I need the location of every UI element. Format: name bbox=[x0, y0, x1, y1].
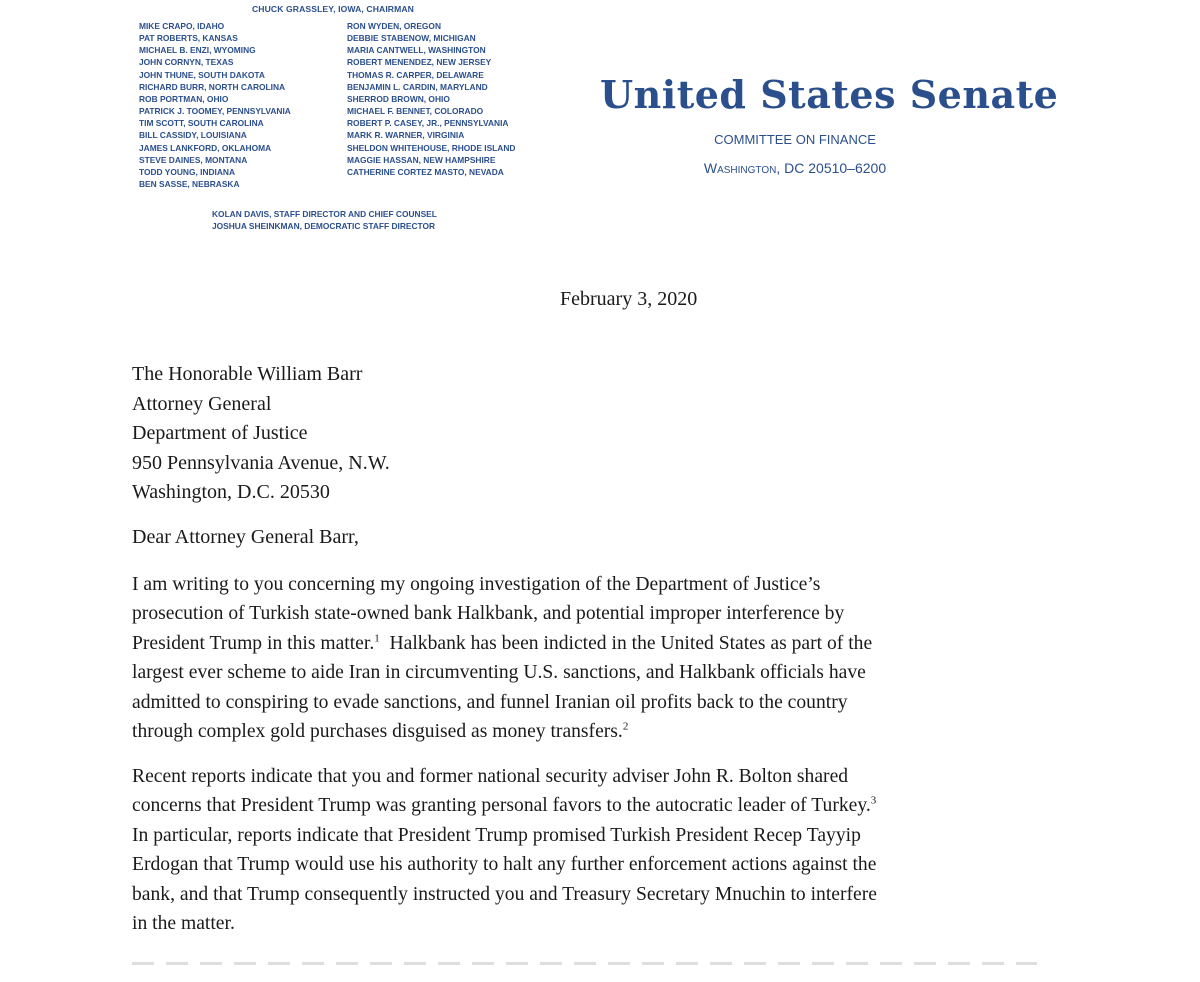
senate-title: United States Senate bbox=[600, 72, 1059, 117]
paragraph-line: prosecution of Turkish state-owned bank Halkbank, and potential improper interference by bbox=[132, 603, 845, 625]
member-name: ROBERT P. CASEY, JR., PENNSYLVANIA bbox=[347, 118, 509, 129]
member-name: SHERROD BROWN, OHIO bbox=[347, 93, 450, 104]
member-name: CATHERINE CORTEZ MASTO, NEVADA bbox=[347, 166, 504, 177]
member-name: MARIA CANTWELL, WASHINGTON bbox=[347, 45, 486, 56]
member-name: BENJAMIN L. CARDIN, MARYLAND bbox=[347, 81, 488, 92]
paragraph-line: In particular, reports indicate that President Trump promised Turkish President Recep Tayyip bbox=[132, 824, 861, 846]
member-name: TIM SCOTT, SOUTH CAROLINA bbox=[139, 118, 264, 129]
member-name: BEN SASSE, NEBRASKA bbox=[139, 179, 240, 190]
member-name: THOMAS R. CARPER, DELAWARE bbox=[347, 69, 484, 80]
member-name: JOHN THUNE, SOUTH DAKOTA bbox=[139, 69, 265, 80]
paragraph-line bbox=[132, 791, 877, 820]
member-name: BILL CASSIDY, LOUISIANA bbox=[139, 130, 247, 141]
committee-name: COMMITTEE ON FINANCE bbox=[714, 132, 876, 147]
member-name: JAMES LANKFORD, OKLAHOMA bbox=[139, 142, 272, 153]
paragraph-text: concerns that President Trump was granting personal favors to the autocratic leader of Turkey. bbox=[132, 795, 871, 817]
paragraph-line: in the matter. bbox=[132, 913, 235, 935]
footnote-ref-2: 2 bbox=[622, 720, 629, 733]
footnote-ref-3: 3 bbox=[870, 794, 877, 807]
paragraph-text: through complex gold purchases disguised as money transfers. bbox=[132, 721, 623, 743]
member-name: SHELDON WHITEHOUSE, RHODE ISLAND bbox=[347, 142, 516, 153]
cropped-text-line bbox=[132, 962, 1037, 965]
member-name: MAGGIE HASSAN, NEW HAMPSHIRE bbox=[347, 154, 496, 165]
member-name: ROB PORTMAN, OHIO bbox=[139, 93, 229, 104]
member-name: RON WYDEN, OREGON bbox=[347, 21, 441, 31]
committee-address: Washington, DC 20510–6200 bbox=[703, 160, 887, 176]
member-name: PAT ROBERTS, KANSAS bbox=[139, 33, 238, 44]
staff-line: KOLAN DAVIS, STAFF DIRECTOR AND CHIEF COUNSEL bbox=[212, 209, 437, 219]
salutation: Dear Attorney General Barr, bbox=[132, 526, 359, 548]
letter-date: February 3, 2020 bbox=[560, 288, 698, 310]
paragraph-line: bank, and that Trump consequently instructed you and Treasury Secretary Mnuchin to interfere bbox=[132, 883, 877, 905]
paragraph-line: Recent reports indicate that you and former national security adviser John R. Bolton shared bbox=[132, 766, 849, 787]
recipient-line: Attorney General bbox=[132, 392, 272, 415]
member-name: PATRICK J. TOOMEY, PENNSYLVANIA bbox=[139, 106, 291, 117]
paragraph-line: admitted to conspiring to evade sanctions, and funnel Iranian oil profits back to the country bbox=[132, 691, 848, 713]
paragraph-text: Halkbank has been indicted in the United States as part of the bbox=[379, 632, 873, 654]
member-name: JOHN CORNYN, TEXAS bbox=[139, 57, 234, 68]
paragraph-text: President Trump in this matter. bbox=[132, 632, 375, 654]
member-name: MICHAEL B. ENZI, WYOMING bbox=[139, 45, 256, 56]
member-name: MIKE CRAPO, IDAHO bbox=[139, 21, 225, 31]
member-name: DEBBIE STABENOW, MICHIGAN bbox=[347, 33, 476, 44]
paragraph-line bbox=[132, 717, 872, 746]
staff-directors bbox=[212, 208, 437, 232]
staff-line: JOSHUA SHEINKMAN, DEMOCRATIC STAFF DIRECTOR bbox=[212, 221, 436, 232]
body-paragraph-1 bbox=[132, 570, 872, 746]
paragraph-line: I am writing to you concerning my ongoing investigation of the Department of Justice’s bbox=[132, 574, 821, 595]
chairman-line: CHUCK GRASSLEY, IOWA, CHAIRMAN bbox=[252, 4, 414, 14]
democratic-members-column bbox=[347, 20, 515, 178]
recipient-line: Washington, D.C. 20530 bbox=[132, 481, 330, 503]
recipient-line: 950 Pennsylvania Avenue, N.W. bbox=[132, 451, 390, 474]
recipient-line: The Honorable William Barr bbox=[132, 363, 363, 385]
member-name: MARK R. WARNER, VIRGINIA bbox=[347, 130, 465, 141]
republican-members-column bbox=[139, 20, 291, 190]
recipient-line: Department of Justice bbox=[132, 422, 308, 444]
recipient-address-block bbox=[132, 360, 390, 508]
member-name: MICHAEL F. BENNET, COLORADO bbox=[347, 106, 484, 117]
body-paragraph-2 bbox=[132, 762, 877, 938]
paragraph-line bbox=[132, 629, 872, 658]
paragraph-line: largest ever scheme to aide Iran in circumventing U.S. sanctions, and Halkbank officials have bbox=[132, 662, 866, 684]
member-name: TODD YOUNG, INDIANA bbox=[139, 166, 236, 177]
footnote-ref-1: 1 bbox=[374, 632, 380, 645]
member-name: RICHARD BURR, NORTH CAROLINA bbox=[139, 81, 286, 92]
member-name: STEVE DAINES, MONTANA bbox=[139, 154, 248, 165]
member-name: ROBERT MENENDEZ, NEW JERSEY bbox=[347, 57, 492, 68]
paragraph-line: Erdogan that Trump would use his authority to halt any further enforcement actions against the bbox=[132, 854, 877, 876]
